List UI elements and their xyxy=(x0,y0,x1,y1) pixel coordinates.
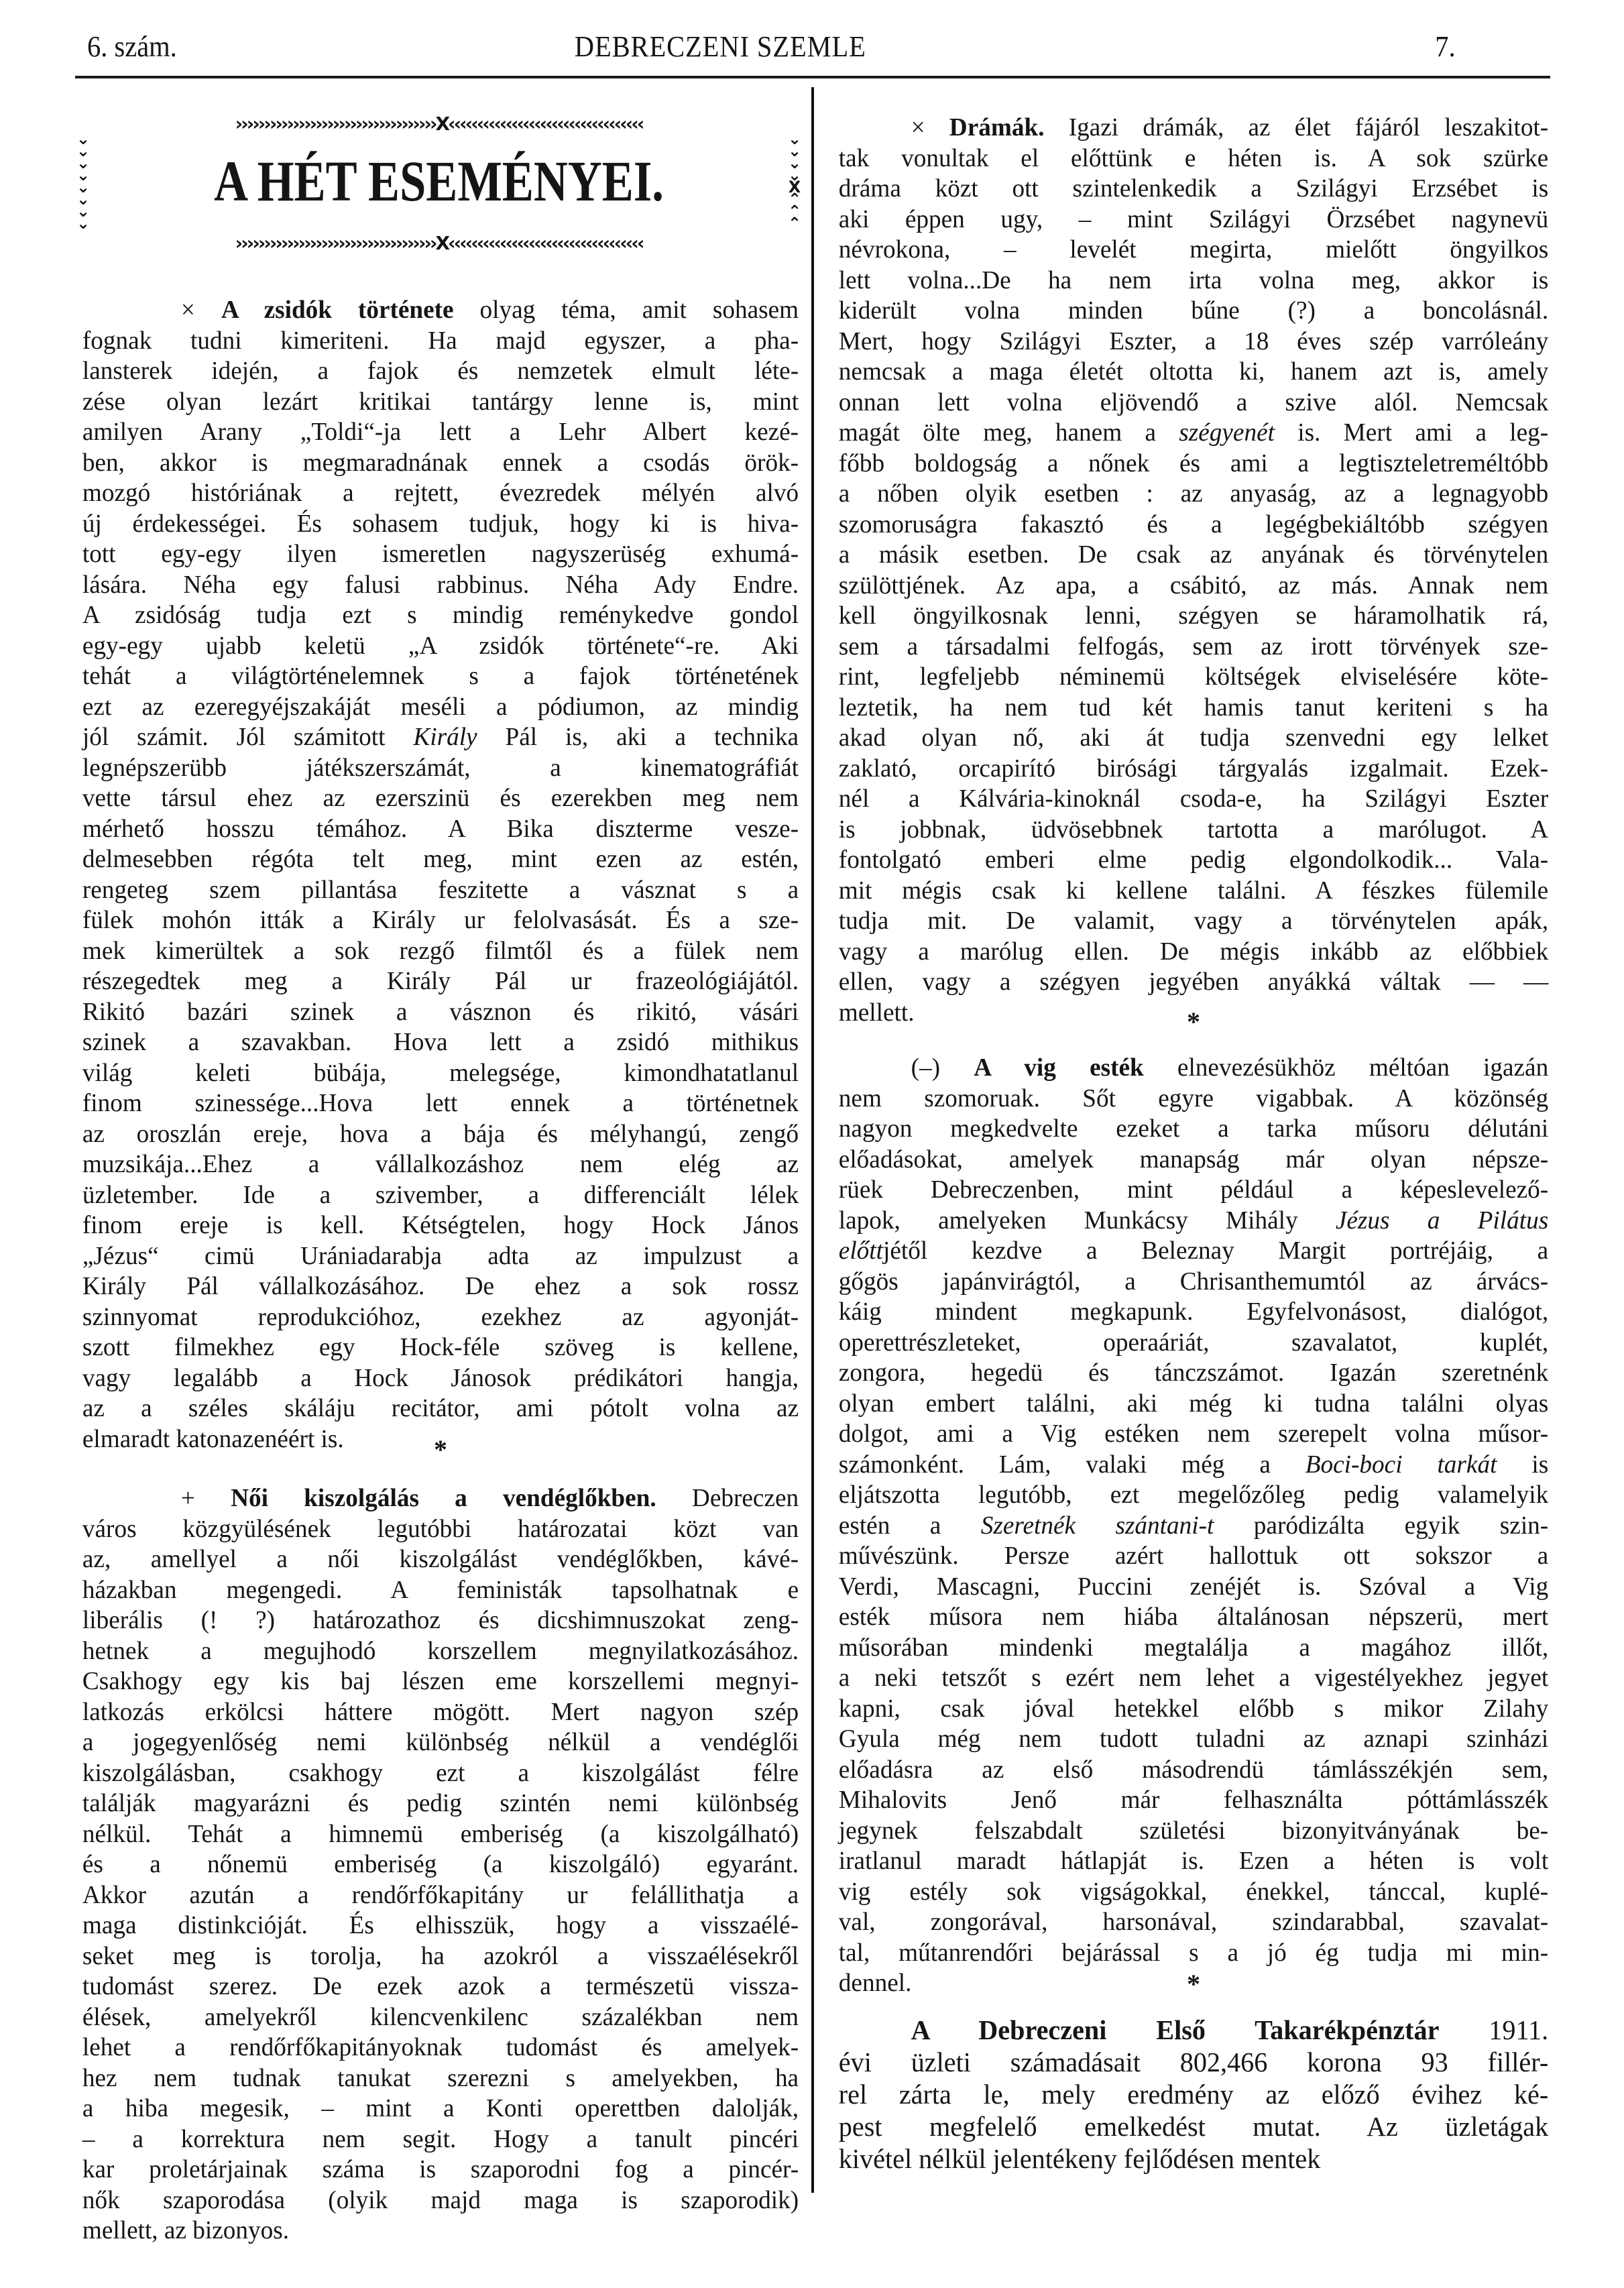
text-line: tudja mit. De valamit, vagy a törvénytelen apák, xyxy=(838,907,1549,935)
italic-word: szégyenét xyxy=(1179,418,1275,447)
article-marker: (–) xyxy=(911,1053,974,1082)
text-line: + Női kiszolgálás a vendéglőkben. Debreczen xyxy=(180,1484,799,1512)
article-marker: × xyxy=(180,296,221,324)
text-line: operettrészleteket, operaáriát, szavalatot, kuplét, xyxy=(838,1328,1549,1357)
text-line: szinnyomat reprodukcióhoz, ezekhez az agyonját- xyxy=(82,1302,799,1331)
text-line: lehet a rendőrfőkapitányoknak tudomást és amelyek- xyxy=(82,2033,799,2061)
text-line: új érdekességei. És sohasem tudjuk, hogy ki is hiva- xyxy=(82,509,799,538)
italic-title: Jézus a Pilátus xyxy=(1335,1206,1549,1235)
text-line: Király Pál vállalkozásához. De ehez a sok rossz xyxy=(82,1272,799,1300)
article-heading: Női kiszolgálás a vendéglőkben. xyxy=(231,1484,656,1512)
text-line: szülöttjének. Az apa, a csábitó, az más. Annak nem xyxy=(838,571,1549,599)
text-line: maga distinkcióját. És elhisszük, hogy a visszaélé- xyxy=(82,1911,799,1939)
text-line: fülek mohón itták a Király ur felolvasását. És a sze- xyxy=(82,906,799,934)
text-line: rengeteg szem pillantása feszitette a vásznat s a xyxy=(82,875,799,904)
text-line: lapok, amelyeken Munkácsy Mihály Jézus a Pilátus xyxy=(838,1206,1549,1235)
text-line: a másik esetben. De csak az anyának és törvénytelen xyxy=(838,540,1549,569)
text-line: kiszolgálásban, csakhogy ezt a kiszolgálást félre xyxy=(82,1758,799,1787)
text-line: seket meg is torolja, ha azokról a visszaélésekről xyxy=(82,1941,799,1970)
text-line: találják magyarázni és pedig szintén nemi különbség xyxy=(82,1789,799,1817)
text-line: tudomást szerez. De ezek azok a természetü vissza- xyxy=(82,1972,799,2000)
text-line: lására. Néha egy falusi rabbinus. Néha Ady Endre. xyxy=(82,570,799,599)
text-line: latkozás erkölcsi háttere mögött. Mert nagyon szép xyxy=(82,1697,799,1726)
text-line: részegedtek meg a Király Pál ur frazeológiájától. xyxy=(82,967,799,995)
text-line: tal, műtanrendőri bejárással s a jó ég tudja mi min- xyxy=(838,1938,1549,1967)
text-line: rel zárta le, mely eredmény az előző évihez ké- xyxy=(838,2079,1549,2110)
text-line: tehát a világtörténelemnek s a fajok történetének xyxy=(82,662,799,690)
article-heading: A Debreczeni Első Takarékpénztár xyxy=(911,2014,1440,2045)
text-line: lett volna...De ha nem irta volna meg, akkor is xyxy=(838,266,1549,294)
text-line: tott egy-egy ilyen ismeretlen nagyszerüség exhumá- xyxy=(82,540,799,568)
italic-title: Szeretnék szántani-t xyxy=(980,1511,1214,1540)
text-line: rüek Debreczenben, mint például a képeslevelező- xyxy=(838,1176,1549,1204)
text-line: Rikitó bazári szinek a vásznon és rikitó, vásári xyxy=(82,997,799,1026)
text-line: nem szomoruak. Sőt egyre vigabbak. A közönség xyxy=(838,1084,1549,1112)
text-line: hez nem tudnak tanukat szerezni s amelyekben, ha xyxy=(82,2063,799,2092)
text-line: műsorában mindenki megtalálja a magához illőt, xyxy=(838,1633,1549,1662)
text-line: kar proletárjainak száma is szaporodni fog a pincér- xyxy=(82,2155,799,2183)
text-line: Gyula még nem tudott tuladni az aznapi szinházi xyxy=(838,1725,1549,1753)
text-line: házakban megengedi. A feministák tapsolhatnak e xyxy=(82,1575,799,1604)
section-title-box xyxy=(75,106,803,260)
ornamental-border-right: ⌄⌄⌄⌄X⌃⌃⌃ xyxy=(787,133,802,233)
text-line: egy-egy ujabb keletü „A zsidók története“-re. Aki xyxy=(82,631,799,660)
text-line: gőgös japánvirágtól, a Chrisanthemumtól az árvács- xyxy=(838,1267,1549,1296)
text-line: finom szinessége...Hova lett ennek a történetnek xyxy=(82,1089,799,1117)
text-line: kell öngyilkosnak lenni, szégyen se háramolhatik rá, xyxy=(838,602,1549,630)
text-line: előttjétől kezdve a Beleznay Margit portréjáig, a xyxy=(838,1237,1549,1265)
text-line: zaklató, orcapirító birósági tárgyalás izgalmait. Ezek- xyxy=(838,754,1549,783)
text-line: a nőben olyik esetben : az anyaság, az a legnagyobb xyxy=(838,479,1549,508)
text-line: szomoruságra fakasztó és a legégbekiáltóbb szégyen xyxy=(838,510,1549,538)
text-line: az oroszlán ereje, hova a bája és mélyhangú, zengő xyxy=(82,1119,799,1148)
ornamental-border-bottom: ›››››››››››››››››››››››››››››››››››X‹‹‹‹‹‹‹‹‹‹‹‹‹‹‹‹‹‹‹‹‹‹‹‹‹‹‹‹‹‹‹‹‹‹ xyxy=(235,233,643,253)
text-line: szott filmekhez egy Hock-féle szöveg is kellene, xyxy=(82,1333,799,1361)
text-line: város közgyülésének legutóbbi határozatai közt van xyxy=(82,1514,799,1543)
italic-name: Király xyxy=(413,723,477,751)
article-heading: A zsidók története xyxy=(221,296,454,324)
article-heading: Drámák. xyxy=(949,113,1045,141)
section-title: A HÉT ESEMÉNYEI. xyxy=(214,149,664,213)
text-line: névrokona, – levelét megirta, mielőtt öngyilkos xyxy=(838,235,1549,264)
text-line: a hiba megesik, – mint a Konti operettben dalolják, xyxy=(82,2094,799,2122)
publication-title: DEBRECZENI SZEMLE xyxy=(574,30,866,63)
text-line: fognak tudni kimeriteni. Ha majd egyszer, a pha- xyxy=(82,326,799,355)
text-line: liberális (! ?) határozathoz és dicshimnuszokat zeng- xyxy=(82,1606,799,1634)
text-line: ben, akkor is megmaradnának ennek a csodás örök- xyxy=(82,448,799,477)
text-line: elmaradt katonazenéért is. xyxy=(82,1424,344,1453)
text-line: legnépszerübb játékszerszámát, a kinematográfiát xyxy=(82,753,799,782)
text-line: delmesebben régóta telt meg, mint ezen az estén, xyxy=(82,845,799,873)
text-line: mellett. xyxy=(838,998,915,1027)
text-line: A Debreczeni Első Takarékpénztár 1911. xyxy=(911,2014,1549,2045)
text-line: nők szaporodása (olyik majd maga is szaporodik) xyxy=(82,2185,799,2214)
text-line: (–) A vig esték elnevezésükhöz méltóan igazán xyxy=(911,1053,1549,1082)
text-line: évi üzleti számadásait 802,466 korona 93 fillér- xyxy=(838,2047,1549,2077)
text-line: és a nőnemü emberiség (a kiszolgáló) egyaránt. xyxy=(82,1850,799,1878)
text-line: jól számit. Jól számitott Király Pál is, aki a technika xyxy=(82,723,799,751)
page-number: 7. xyxy=(1435,30,1456,63)
text-line: amilyen Arany „Toldi“-ja lett a Lehr Albert kezé- xyxy=(82,418,799,446)
text-line: tak vonultak el előttünk e héten is. A sok szürke xyxy=(838,144,1549,172)
article-marker: + xyxy=(180,1484,231,1512)
text-line: művészünk. Persze azért hallottuk ott sokszor a xyxy=(838,1542,1549,1570)
italic-title: Boci-boci tarkát xyxy=(1305,1450,1497,1479)
text-line: előadásokat, amelyek manapság már olyan népsze- xyxy=(838,1145,1549,1174)
text-line: kapni, csak jóval hetekkel előbb s mikor Zilahy xyxy=(838,1694,1549,1723)
text-line: iratlanul maradt hátlapját is. Ezen a héten is volt xyxy=(838,1847,1549,1875)
text-line: esték műsora nem hiába általánosan népszerü, mert xyxy=(838,1603,1549,1631)
text-line: eljátszotta legutóbb, ezt megelőzőleg pedig valamelyik xyxy=(838,1481,1549,1509)
text-line: lansterek idején, a fajok és nemzetek elmult léte- xyxy=(82,357,799,385)
text-line: az, amellyel a női kiszolgálást vendéglőkben, kávé- xyxy=(82,1545,799,1573)
text-line: olyan embert találni, aki még ki tudna találni olyas xyxy=(838,1389,1549,1418)
text-line: estén a Szeretnék szántani-t paródizálta egyik szin- xyxy=(838,1511,1549,1540)
article-marker: × xyxy=(911,113,949,141)
text-line: is jobbnak, üdvösebbnek tartotta a marólugot. A xyxy=(838,815,1549,844)
text-line: mit mégis csak ki kellene találni. A fészkes fülemile xyxy=(838,876,1549,905)
text-line: aki éppen ugy, – mint Szilágyi Örzsébet nagynevü xyxy=(838,205,1549,233)
text-line: vig estély sok vigságokkal, énekkel, tánccal, kuplé- xyxy=(838,1877,1549,1906)
text-line: kiderült volna minden bűne (?) a boncolásnál. xyxy=(838,296,1549,325)
text-line: kivétel nélkül jelentékeny fejlődésen mentek xyxy=(838,2143,1321,2174)
text-line: vette társul ehez az ezerszinü és ezerekben meg nem xyxy=(82,784,799,812)
text-line: zongora, hegedü és tánczszámot. Igazán szeretnénk xyxy=(838,1359,1549,1387)
text-line: nagyon megkedvelte ezeket a tarka műsoru délutáni xyxy=(838,1114,1549,1143)
text-line: szinek a szavakban. Hova lett a zsidó mithikus xyxy=(82,1028,799,1056)
text-line: ellen, vagy a szégyen jegyében anyákká váltak — — xyxy=(838,968,1549,996)
ornamental-border-left: ⌄⌄⌄⌄⌄⌄⌄⌄ xyxy=(76,133,91,233)
header-rule xyxy=(75,76,1550,78)
issue-number: 6. szám. xyxy=(87,30,177,63)
text-line: az a széles skáláju recitátor, ami pótolt volna az xyxy=(82,1394,799,1422)
ornamental-border-top: ›››››››››››››››››››››››››››››››››››X‹‹‹‹‹‹‹‹‹‹‹‹‹‹‹‹‹‹‹‹‹‹‹‹‹‹‹‹‹‹‹‹‹‹ xyxy=(235,114,643,134)
text-line: onnan lett volna eljövendő a szive alól. Nemcsak xyxy=(838,388,1549,416)
text-line: Akkor azután a rendőrfőkapitány ur felállithatja a xyxy=(82,1880,799,1909)
text-line: finom ereje is kell. Kétségtelen, hogy Hock János xyxy=(82,1211,799,1239)
text-line: dennel. xyxy=(838,1969,912,1997)
text-line: hetnek a megujhodó korszellem megnyilatkozásához. xyxy=(82,1636,799,1665)
text-line: fontolgató emberi elme pedig elgondolkodik... Vala- xyxy=(838,846,1549,874)
text-line: jegynek felszabdalt születési bizonyitványának be- xyxy=(838,1816,1549,1845)
text-line: akad olyan nő, aki át tudja szenvedni egy lelket xyxy=(838,724,1549,752)
text-line: nél a Kálvária-kinoknál csoda-e, ha Szilágyi Eszter xyxy=(838,785,1549,813)
text-line: val, zongorával, harsonával, szindarabbal, szavalat- xyxy=(838,1908,1549,1936)
text-line: sem a társadalmi felfogás, sem az irott törvények sze- xyxy=(838,632,1549,661)
text-line: Csakhogy egy kis baj lészen eme korszellemi megnyi- xyxy=(82,1667,799,1695)
text-line: nemcsak a maga életét oltotta ki, hanem azt is, amely xyxy=(838,357,1549,386)
text-line: pest megfelelő emelkedést mutat. Az üzletágak xyxy=(838,2111,1549,2142)
text-line: főbb boldogság a nőnek és ami a legtiszteletreméltóbb xyxy=(838,449,1549,477)
article-separator: * xyxy=(434,1434,447,1465)
text-line: nélkül. Tehát a himnemü emberiség (a kiszolgálható) xyxy=(82,1819,799,1848)
text-line: vagy legalább a Hock Jánosok prédikátori hangja, xyxy=(82,1363,799,1392)
article-separator: * xyxy=(1187,1969,1200,1999)
text-line: leztetik, ha nem tud két hamis tanut keriteni s ha xyxy=(838,693,1549,722)
text-line: ezt az ezeregyéjszakáját meséli a pódiumon, az mindig xyxy=(82,692,799,721)
text-line: üzletember. Ide a szivember, a differenciált lélek xyxy=(82,1180,799,1209)
text-line: mek kimerültek a sok rezgő filmtől és a fülek nem xyxy=(82,936,799,965)
column-divider xyxy=(811,87,814,2193)
text-line: világ keleti bübája, melegsége, kimondhatatlanul xyxy=(82,1058,799,1087)
text-line: mérhető hosszu témához. A Bika diszterme vesze- xyxy=(82,814,799,843)
article-separator: * xyxy=(1187,1007,1200,1037)
text-line: – a korrektura nem segit. Hogy a tanult pincéri xyxy=(82,2124,799,2153)
article-heading: A vig esték xyxy=(974,1053,1144,1082)
text-line: rint, legfeljebb néminemü költségek elviselésére köte- xyxy=(838,663,1549,691)
text-line: élések, amelyekről kilencvenkilenc százalékban nem xyxy=(82,2002,799,2031)
text-line: mellett, az bizonyos. xyxy=(82,2216,290,2244)
text-line: × Drámák. Igazi drámák, az élet fájáról leszakitot- xyxy=(911,113,1549,141)
text-line: előadásra az első másodrendü támlásszékjén sem, xyxy=(838,1755,1549,1784)
text-line: Mihalovits Jenő már felhasználta póttámlásszék xyxy=(838,1786,1549,1814)
text-line: „Jézus“ cimü Urániadarabja adta az impulzust a xyxy=(82,1241,799,1270)
running-head xyxy=(87,27,1456,67)
text-line: káig mindent megkapunk. Egyfelvonásost, dialógot, xyxy=(838,1298,1549,1326)
text-line: dolgot, ami a Vig estéken nem szerepelt volna műsor- xyxy=(838,1420,1549,1448)
text-line: mozgó históriának a rejtett, évezredek mélyén alvó xyxy=(82,479,799,507)
text-line: a jogegyenlőség nemi különbség nélkül a vendéglői xyxy=(82,1728,799,1756)
italic-title: előtt xyxy=(838,1237,883,1265)
text-line: zése olyan lezárt kritikai tantárgy lenne is, mint xyxy=(82,387,799,416)
text-line: Mert, hogy Szilágyi Eszter, a 18 éves szép varróleány xyxy=(838,327,1549,355)
text-line: a neki tetszőt s ezért nem lehet a vigestélyekhez jegyet xyxy=(838,1664,1549,1692)
text-line: A zsidóság tudja ezt s mindig reménykedve gondol xyxy=(82,601,799,629)
text-line: dráma közt ott szintelenkedik a Szilágyi Erzsébet is xyxy=(838,174,1549,203)
text-line: Verdi, Mascagni, Puccini zenéjét is. Szóval a Vig xyxy=(838,1572,1549,1601)
text-line: muzsikája...Ehez a vállalkozáshoz nem elég az xyxy=(82,1150,799,1178)
text-line: számonként. Lám, valaki még a Boci-boci tarkát is xyxy=(838,1450,1549,1479)
text-line: vagy a marólug ellen. De mégis inkább az előbbiek xyxy=(838,937,1549,966)
text-line: magát ölte meg, hanem a szégyenét is. Mert ami a leg- xyxy=(838,418,1549,447)
text-line: × A zsidók története olyag téma, amit sohasem xyxy=(180,296,799,324)
